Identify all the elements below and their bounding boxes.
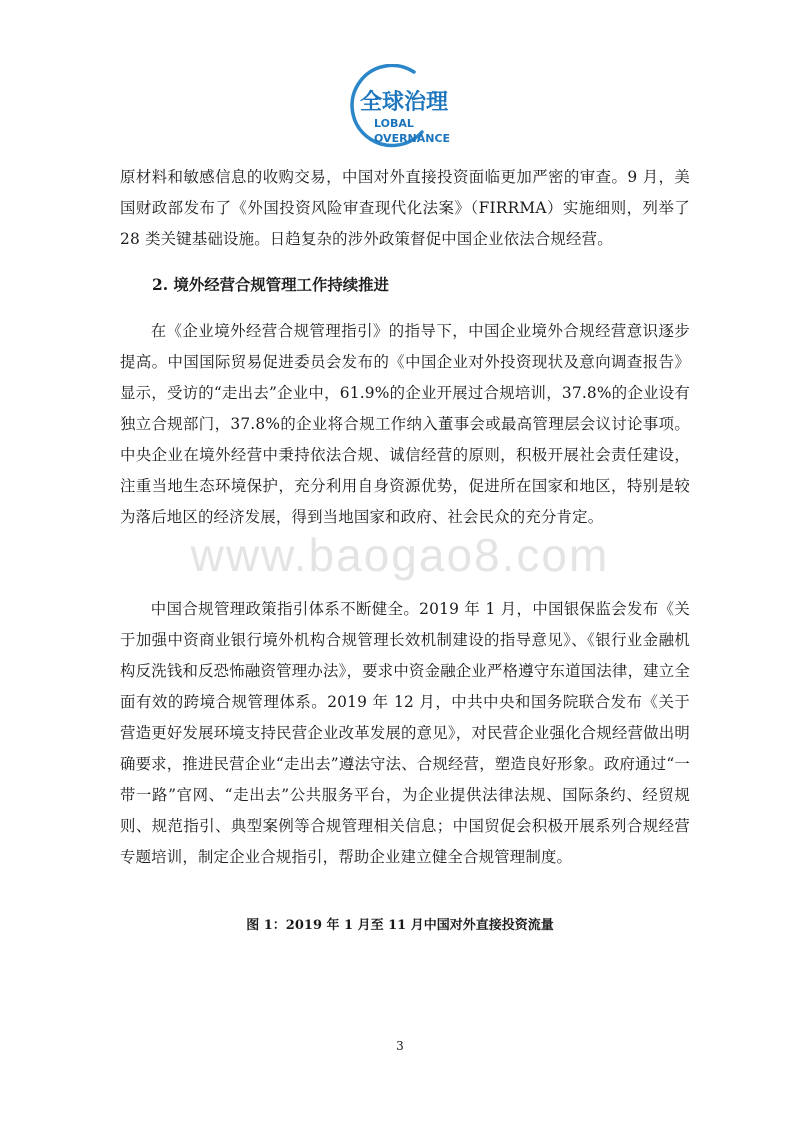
logo-line-global: LOBAL xyxy=(374,117,414,130)
section-heading: 2. 境外经营合规管理工作持续推进 xyxy=(152,276,389,294)
paragraph-block-2 xyxy=(120,316,690,533)
paragraph-block-1 xyxy=(120,162,690,255)
logo-graphic xyxy=(326,64,476,148)
page-number: 3 xyxy=(396,1039,404,1053)
paragraph-compliance-awareness: 在《企业境外经营合规管理指引》的指导下，中国企业境外合规经营意识逐步提高。中国国际贸易促进委员会发布的《中国企业对外投资现状及意向调查报告》显示，受访的“走出去”企业中，61.9%的企业开展过合规培训，37.8%的企业设有独立合规部门，37.8%的企业将合规工作纳入董事会或最高管理层会议讨论事项。中央企业在境外经营中秉持依法合规、诚信经营的原则，积极开展社会责任建设，注重当地生态环境保护，充分利用自身资源优势，促进所在国家和地区，特别是较为落后地区的经济发展，得到当地国家和政府、社会民众的充分肯定。 xyxy=(120,322,690,526)
figure-caption: 图 1：2019 年 1 月至 11 月中国对外直接投资流量 xyxy=(246,918,554,933)
paragraph-continued: 原材料和敏感信息的收购交易，中国对外直接投资面临更加严密的审查。9 月，美国财政部发布了《外国投资风险审查现代化法案》（FIRRMA）实施细则，列举了 28 类关键基础设施。日趋复杂的涉外政策督促中国企业依法合规经营。 xyxy=(120,168,690,248)
logo-title: 全球治理 xyxy=(360,90,449,115)
global-governance-logo xyxy=(326,64,476,148)
logo-line-governance: OVERNANCE xyxy=(374,132,451,145)
watermark: www.baogao8.com xyxy=(190,529,610,581)
paragraph-policy-system: 中国合规管理政策指引体系不断健全。2019 年 1 月，中国银保监会发布《关于加强中资商业银行境外机构合规管理长效机制建设的指导意见》、《银行业金融机构反洗钱和反恐怖融资管理办法》，要求中资金融企业严格遵守东道国法律，建立全面有效的跨境合规管理体系。2019 年 12 月，中共中央和国务院联合发布《关于营造更好发展环境支持民营企业改革发展的意见》，对民营企业强化合规经营做出明确要求，推进民营企业“走出去”遵法守法、合规经营，塑造良好形象。政府通过“一带一路”官网、“走出去”公共服务平台，为企业提供法律法规、国际条约、经贸规则、规范指引、典型案例等合规管理相关信息；中国贸促会积极开展系列合规经营专题培训，制定企业合规指引，帮助企业建立健全合规管理制度。 xyxy=(120,600,690,866)
paragraph-block-3 xyxy=(120,594,690,873)
